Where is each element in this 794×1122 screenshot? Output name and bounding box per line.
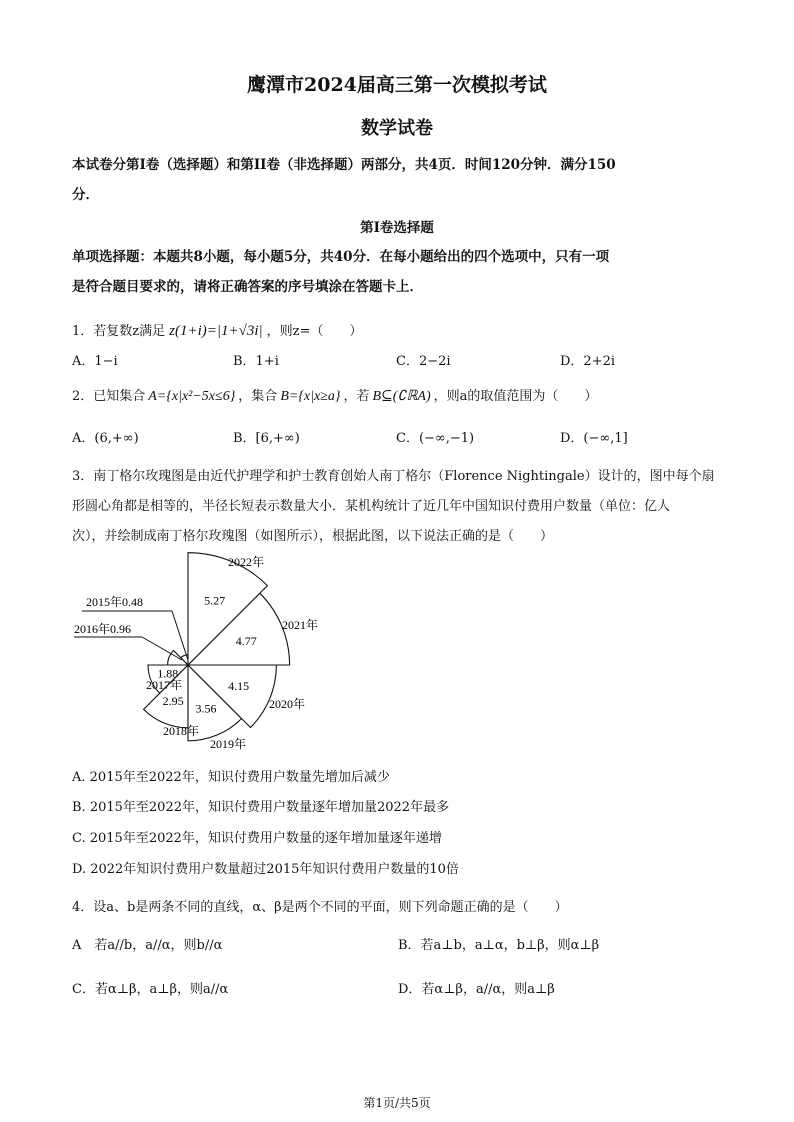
question-2-stem: [72, 385, 597, 405]
q1-stem-post: ，则z=（ ）: [266, 324, 363, 339]
callout-2015: 2015年0.48: [86, 595, 144, 609]
q2-option-c: C．(−∞,−1): [396, 431, 475, 446]
rose-year-2019年: 2019年: [210, 737, 247, 751]
rose-year-2020年: 2020年: [269, 697, 306, 711]
q2-mid2: ，若: [343, 389, 370, 404]
question-1-stem: [72, 320, 362, 340]
rose-value-2017年: 1.88: [157, 666, 179, 681]
rose-value-2018年: 2.95: [162, 694, 184, 708]
rose-year-2021年: 2021年: [282, 618, 319, 632]
question-3-line-2: 形圆心角都是相等的，半径长短表示数量大小．某机构统计了近几年中国知识付费用户数量（单位：亿人: [72, 499, 671, 514]
q2-set-a: A={x|x²−5x≤6}: [148, 389, 236, 404]
q2-stem-pre: 2．已知集合: [72, 389, 146, 404]
q2-condition: B⊆(∁ℝA): [372, 389, 431, 404]
rose-value-2021年: 4.77: [235, 633, 257, 648]
q3-option-a: A. 2015年至2022年，知识付费用户数量先增加后减少: [72, 770, 390, 785]
intro-line-2: 分．: [72, 187, 99, 203]
exam-title: 鹰潭市2024届高三第一次模拟考试: [247, 74, 547, 96]
question-3-line-1: 3．南丁格尔玫瑰图是由近代护理学和护士教育创始人南丁格尔（Florence Nightingale）设计的，图中每个扇: [72, 469, 715, 484]
rose-value-2020年: 4.15: [228, 679, 250, 693]
question-4-stem: 4．设a、b是两条不同的直线，α、β是两个不同的平面，则下列命题正确的是（ ）: [72, 900, 568, 915]
q2-option-d: D．(−∞,1]: [560, 431, 628, 446]
section-heading: 第I卷选择题: [360, 220, 434, 236]
nightingale-rose-chart: [60, 548, 350, 758]
section-instructions-line-2: 是符合题目要求的，请将正确答案的序号填涂在答题卡上．: [72, 279, 423, 295]
q1-option-b: B．1+i: [233, 354, 279, 369]
intro-line-1: 本试卷分第I卷（选择题）和第II卷（非选择题）两部分，共4页．时间120分钟．满分150: [72, 157, 616, 173]
q4-option-d: D．若α⊥β，a//α，则a⊥β: [398, 982, 555, 997]
q1-stem-pre: 1．若复数z满足: [72, 324, 166, 339]
q3-option-d: D. 2022年知识付费用户数量超过2015年知识付费用户数量的10倍: [72, 862, 459, 877]
q3-option-c: C. 2015年至2022年，知识付费用户数量的逐年增加量逐年递增: [72, 831, 442, 846]
exam-subtitle: 数学试卷: [361, 118, 433, 139]
q1-option-d: D．2+2i: [560, 354, 616, 369]
q2-set-b: B={x|x≥a}: [280, 389, 341, 404]
callout-line-2016-leader: [142, 637, 182, 660]
q2-mid: ，集合: [238, 389, 278, 404]
rose-value-2022年: 5.27: [204, 593, 226, 608]
q2-stem-post: ，则a的取值范围为（ ）: [433, 389, 598, 404]
rose-year-2022年: 2022年: [228, 555, 265, 569]
q3-option-b: B. 2015年至2022年，知识付费用户数量逐年增加量2022年最多: [72, 800, 450, 815]
q2-option-b: B．[6,+∞): [233, 431, 300, 446]
q4-option-c: C．若α⊥β，a⊥β，则a//α: [72, 982, 229, 997]
rose-year-2018年: 2018年: [163, 724, 200, 738]
callout-2016: 2016年0.96: [74, 622, 132, 636]
rose-year-2017年: 2017年: [146, 678, 183, 692]
q4-option-a: A 若a//b，a//α，则b//α: [72, 938, 223, 953]
section-instructions-line-1: 单项选择题：本题共8小题，每小题5分，共40分．在每小题给出的四个选项中，只有一项: [72, 249, 610, 265]
rose-value-2019年: 3.56: [195, 701, 217, 716]
q4-option-b: B．若a⊥b，a⊥α，b⊥β，则α⊥β: [398, 938, 600, 953]
q1-option-a: A．1−i: [72, 354, 118, 369]
question-3-line-3: 次），并绘制成南丁格尔玫瑰图（如图所示），根据此图，以下说法正确的是（ ）: [72, 529, 554, 544]
q1-option-c: C．2−2i: [396, 354, 451, 369]
q2-option-a: A．(6,+∞): [72, 431, 139, 446]
q1-formula: z(1+i)=|1+√3i|: [169, 323, 263, 339]
page-footer: 第1页/共5页: [363, 1096, 431, 1110]
